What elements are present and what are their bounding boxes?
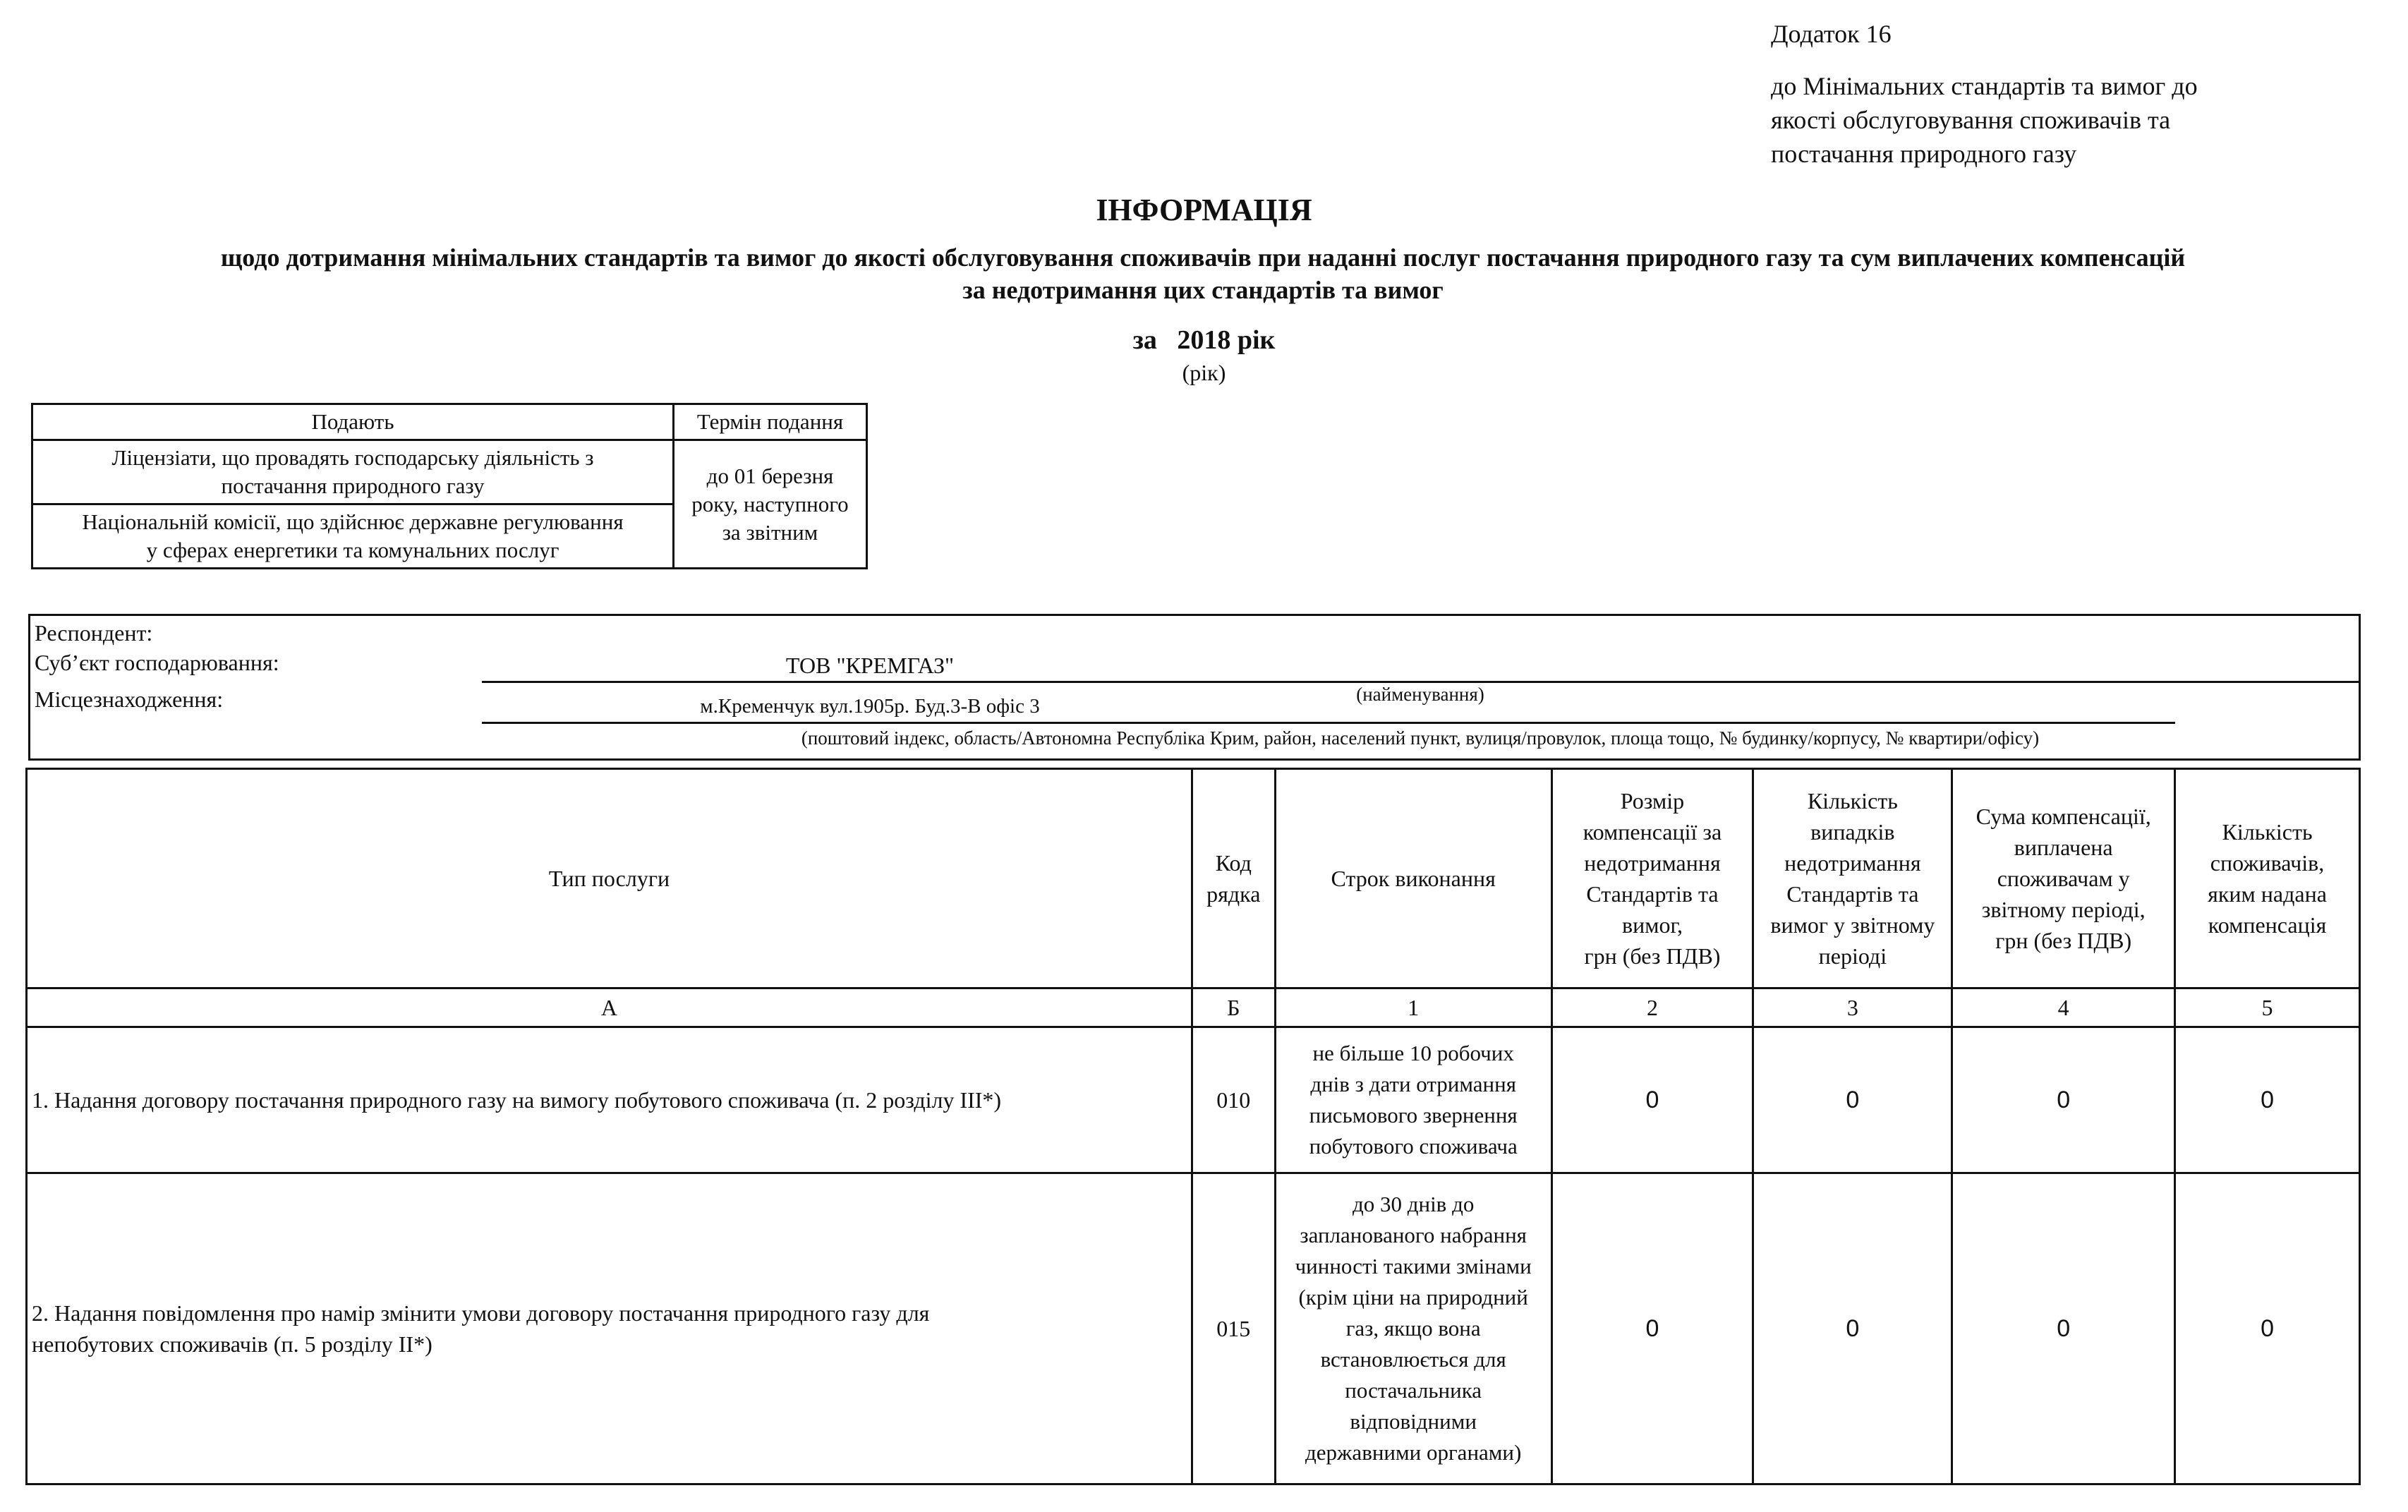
submission-header-who: Подають: [32, 404, 674, 440]
deadline-line-c: за звітним: [722, 519, 818, 545]
submission-deadline-value: [674, 440, 867, 569]
appendix-line-1: до Мінімальних стандартів та вимог до: [1771, 72, 2198, 100]
table-index-row: [27, 988, 2360, 1027]
location-label: Місцезнаходження:: [35, 687, 224, 712]
hcs-f: грн (без ПДВ): [1584, 943, 1721, 969]
hcc-b: споживачів,: [2210, 850, 2325, 876]
term-line: встановлюється для: [1320, 1347, 1506, 1372]
hvc-c: недотримання: [1784, 850, 1921, 876]
appendix-title: Додаток 16: [1771, 20, 1892, 48]
hcp-c: споживачам у: [1997, 866, 2130, 891]
header-violation-cases: [1753, 769, 1952, 988]
term-cell: [1275, 1027, 1551, 1173]
subtitle-line-1: щодо дотримання мінімальних стандартів та вимог до якості обслуговування споживачів при наданні послуг постачання природного газу та сум виплачених компенсацій: [220, 243, 2186, 272]
index-cell: 2: [1551, 988, 1753, 1027]
index-cell: Б: [1192, 988, 1275, 1027]
deadline-line-a: до 01 березня: [706, 463, 834, 488]
reporting-period: [0, 325, 2408, 356]
submission-who-commission: [32, 504, 674, 569]
header-row-code: [1192, 769, 1275, 988]
subtitle-line-2: за недотримання цих стандартів та вимог: [962, 276, 1444, 304]
entity-value: ТОВ "КРЕМГАЗ": [785, 653, 955, 678]
compensation-table: [25, 768, 2361, 1485]
hcs-b: компенсації за: [1583, 819, 1722, 845]
comp-size-cell: 0: [1551, 1027, 1753, 1173]
table-row: [27, 1027, 2360, 1173]
submission-table: [31, 403, 868, 569]
code-cell: 010: [1192, 1027, 1275, 1173]
period-value: 2018 рік: [1177, 325, 1276, 355]
hcc-d: компенсація: [2208, 912, 2327, 938]
table-row: [27, 1173, 2360, 1484]
consumers-cell: 0: [2175, 1027, 2360, 1173]
index-cell: 5: [2175, 988, 2360, 1027]
location-caption: (поштовий індекс, область/Автономна Республіка Крим, район, населений пункт, вулиця/провулок, площа тощо, № будинку/корпусу, № квартири/офісу): [801, 727, 2040, 749]
paid-cell: 0: [1952, 1173, 2175, 1484]
entity-caption: (найменування): [1356, 684, 1484, 705]
comp-size-cell: 0: [1551, 1173, 1753, 1484]
appendix-line-2: якості обслуговування споживачів та: [1771, 106, 2171, 134]
appendix-block: [1771, 17, 2364, 171]
term-line: постачальника: [1345, 1378, 1482, 1403]
respondent-block: [28, 614, 2361, 761]
term-line: (крім ціни на природний: [1298, 1285, 1528, 1310]
term-line: чинності такими змінами: [1295, 1254, 1532, 1278]
entity-underline: [482, 681, 2359, 683]
index-cell: 1: [1275, 988, 1551, 1027]
hcc-c: яким надана: [2208, 881, 2327, 907]
table-header-row: [27, 769, 2360, 988]
cases-cell: 0: [1753, 1027, 1952, 1173]
consumers-cell: 0: [2175, 1173, 2360, 1484]
respondent-label: Респондент:: [35, 620, 153, 646]
service-line-1: 2. Надання повідомлення про намір змінити умови договору постачання природного газу для: [32, 1300, 930, 1326]
period-prefix: за: [1132, 325, 1157, 355]
paid-cell: 0: [1952, 1027, 2175, 1173]
deadline-line-b: року, наступного: [691, 491, 849, 516]
header-compensation-size: [1551, 769, 1753, 988]
term-line: не більше 10 робочих: [1312, 1041, 1514, 1065]
hcs-c: недотримання: [1584, 850, 1721, 876]
submission-header-deadline: Термін подання: [674, 404, 867, 440]
hvc-a: Кількість: [1807, 788, 1898, 814]
hcp-e: грн (без ПДВ): [1995, 928, 2132, 953]
index-cell: 4: [1952, 988, 2175, 1027]
location-underline: [482, 722, 2175, 724]
document-subtitle: [42, 241, 2364, 306]
cases-cell: 0: [1753, 1173, 1952, 1484]
hcp-d: звітному періоді,: [1981, 897, 2146, 922]
term-line: днів з дати отримання: [1310, 1072, 1516, 1096]
who-line-1a: Ліцензіати, що провадять господарську діяльність з: [111, 445, 594, 470]
location-value: м.Кременчук вул.1905р. Буд.3-В офіс 3: [700, 695, 1040, 718]
hvc-e: вимог у звітному: [1770, 912, 1935, 938]
appendix-line-3: постачання природного газу: [1771, 140, 2077, 168]
header-deadline: Строк виконання: [1275, 769, 1551, 988]
index-cell: 3: [1753, 988, 1952, 1027]
entity-label: Суб’єкт господарювання:: [35, 650, 279, 675]
index-cell: А: [27, 988, 1192, 1027]
hcp-b: виплачена: [2014, 835, 2113, 860]
service-cell: 1. Надання договору постачання природного газу на вимогу побутового споживача (п. 2 розділу ІІІ*): [27, 1027, 1192, 1173]
header-row-code-a: Код: [1215, 850, 1252, 876]
hvc-b: випадків: [1810, 819, 1895, 845]
service-line-2: непобутових споживачів (п. 5 розділу ІІ*): [32, 1331, 432, 1357]
hcs-d: Стандартів та: [1586, 881, 1719, 907]
term-line: відповідними: [1350, 1409, 1477, 1434]
hcs-e: вимог,: [1621, 912, 1683, 938]
service-cell: [27, 1173, 1192, 1484]
term-line: запланованого набрання: [1300, 1223, 1527, 1247]
who-line-2a: Національній комісії, що здійснює державне регулювання: [82, 509, 624, 534]
hvc-d: Стандартів та: [1786, 881, 1919, 907]
term-line: газ, якщо вона: [1345, 1316, 1481, 1341]
code-cell: 015: [1192, 1173, 1275, 1484]
header-consumers-count: [2175, 769, 2360, 988]
hcs-a: Розмір: [1620, 788, 1685, 814]
term-line: державними органами): [1305, 1440, 1522, 1465]
hcc-a: Кількість: [2222, 819, 2313, 845]
document-title: ІНФОРМАЦІЯ: [1096, 193, 1312, 227]
header-compensation-paid: [1952, 769, 2175, 988]
hcp-a: Сума компенсації,: [1976, 804, 2151, 829]
term-line: до 30 днів до: [1352, 1192, 1475, 1216]
period-caption: (рік): [1182, 360, 1226, 385]
hvc-f: періоді: [1818, 943, 1887, 969]
term-line: письмового звернення: [1309, 1103, 1518, 1127]
term-line: побутового споживача: [1309, 1134, 1518, 1159]
header-row-code-b: рядка: [1206, 881, 1261, 907]
who-line-1b: постачання природного газу: [221, 473, 485, 498]
submission-who-licensees: [32, 440, 674, 504]
term-cell: [1275, 1173, 1551, 1484]
who-line-2b: у сферах енергетики та комунальних послуг: [146, 538, 559, 562]
header-service-type: Тип послуги: [27, 769, 1192, 988]
